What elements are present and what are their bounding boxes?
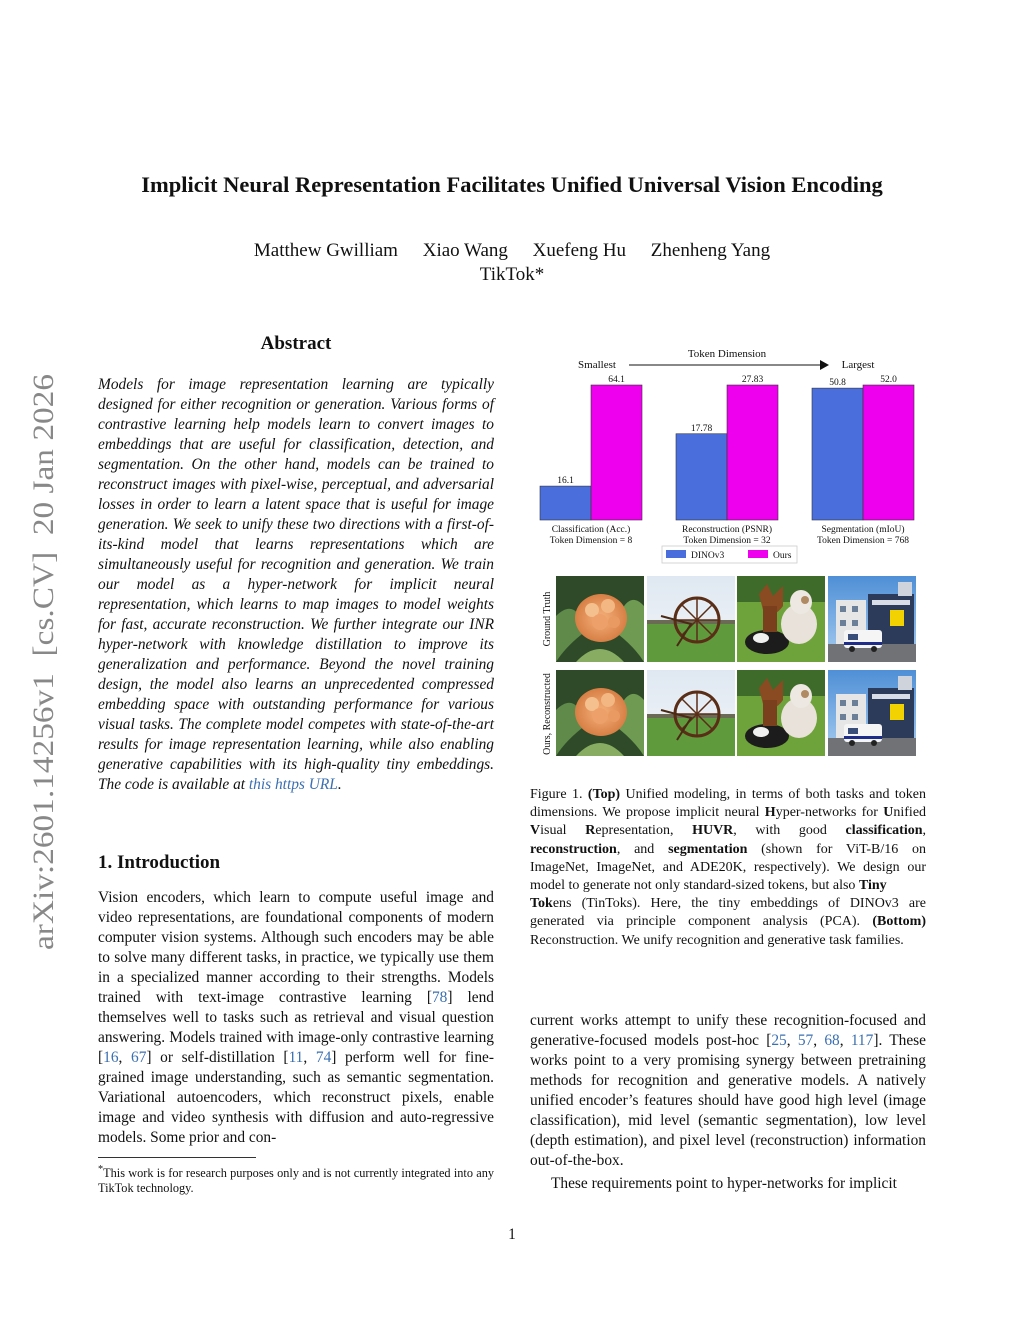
footnote-rule [98,1157,256,1158]
image-cauliflower-ground-truth [556,576,644,662]
image-street-reconstructed [828,670,916,756]
chart-bar [863,385,914,520]
chart-header-title: Token Dimension [687,348,767,360]
chart-legend-swatch [748,550,768,558]
chart-category-label: Reconstruction (PSNR) [682,525,772,535]
chart-category-label: Segmentation (mIoU) [821,525,905,535]
chart-category-sublabel: Token Dimension = 8 [549,536,633,546]
author-name: Zhenheng Yang [650,240,771,261]
caption-bold: classification [845,823,923,839]
caption-text: isual [540,823,567,839]
chart-bar [676,434,727,520]
image-dogs-ground-truth [737,576,825,662]
chart-legend-swatch [666,550,686,558]
intro-text: ] perform well for fine-grained image understanding, such as semantic segmentation. Variational autoencoders, which reconstruct pixels, enable image and video synthesis with diffusion and auto-regressive models. Some prior and con- [98,1049,494,1146]
citation-link[interactable]: 25 [771,1032,787,1049]
caption-text: Reconstruction. We unify recognition and generative task families. [530,932,904,948]
body-paragraph: current works attempt to unify these recognition-focused and generative-focused models post-hoc [25, 57, 68, 117]. These works point to a very promising synergy between pretraining methods for recognition and generative models. A natively unified encoder’s features should have good high level (image classification), mid level (semantic segmentation), low level (depth estimation), and pixel level (reconstruction) information out-of-the-box. [530,1012,927,1169]
image-wheel-reconstructed [647,670,735,756]
chart-bar [812,388,863,520]
chart-legend-label: Ours [773,551,792,561]
chart-value-label: 52.0 [880,375,897,385]
caption-bold: Tiny [858,878,887,894]
caption-text: yper-networks for [775,805,878,821]
footnote [98,1162,494,1196]
body-text: ]. These works point to a very promising synergy between pretraining methods for recognition and generative models. A natively unified encoder’s features should have good high level (image classification), mid level (semantic segmentation), low level (depth estimation), and pixel level (reconstruction) information out-of-the-box. [530,1032,927,1169]
image-cauliflower-reconstructed [556,670,644,756]
figure-bar-chart [530,345,926,567]
page-number: 1 [508,1226,516,1243]
row-label-reconstructed: Ours, Reconstructed [542,673,553,755]
chart-bar [540,486,591,520]
intro-text: ] lend themselves well to tasks such as retrieval and visual question answering. Models trained with image-only contrastive learning [ [98,989,494,1066]
caption-bold: R [585,823,596,839]
abstract-heading: Abstract [260,333,332,354]
caption-text: Unified modeling, in terms of both tasks and token dimensions. We propose implicit neural [530,787,926,821]
chart-category-sublabel: Token Dimension = 32 [683,536,771,546]
author-name: Matthew Gwilliam [253,240,398,261]
footnote-mark: * [98,1164,104,1175]
caption-bold: reconstruction [530,841,617,857]
figure-caption [530,786,926,950]
chart-bar [591,385,642,520]
chart-header-left: Smallest [578,359,616,371]
chart-value-label: 64.1 [608,375,625,385]
author-name: Xuefeng Hu [532,240,627,261]
caption-text: (shown for ViT-B/16 on ImageNet, ImageNet, and ADE20K, respectively). We design our model to generate not only standard-sized tokens, but also [530,841,926,894]
chart-category-label: Classification (Acc.) [551,525,631,535]
chart-header-arrow-head [820,360,829,370]
code-link[interactable]: this https URL [248,776,338,793]
caption-text: ens (TinToks). Here, the tiny embeddings of DINOv3 are generated via principle component analysis (PCA). [530,896,926,930]
chart-legend-label: DINOv3 [691,551,725,561]
intro-text: ] or self-distillation [ [146,1049,289,1066]
chart-value-label: 27.83 [741,375,764,385]
body-text: current works attempt to unify these recognition-focused and generative-focused models post-hoc [ [530,1012,926,1049]
intro-text: , [303,1049,316,1066]
author-name: Xiao Wang [422,240,508,261]
arxiv-side-stamp [10,372,70,952]
caption-text: epresentation, [595,823,674,839]
row-label-ground-truth: Ground Truth [542,591,553,647]
citation-link[interactable]: 78 [431,989,448,1006]
citation-link[interactable]: 16 [103,1049,119,1066]
chart-value-label: 17.78 [690,423,713,434]
caption-top-label: (Top) [587,787,621,802]
abstract-body: Models for image representation learning are typically designed for either recognition or generation. Various forms of contrastive learning help models learn to convert images to embeddings that are useful for classification, detection, and segmentation. On the other hand, models can be trained to reconstruct images with pixel-wise, perceptual, and adversarial losses in order to learn a latent space that is useful for image generation. We seek to unify these two directions with a first-of-its-kind model that learns representations which are simultaneously useful for recognition and generation. We train our model as a hyper-network for implicit neural representation, which learns to map images to model weights for fast, accurate reconstruction. We further integrate our INR hyper-network with knowledge distillation to improve its generalization and performance. Beyond the novel training design, the model also learns an unprecedented compressed embedding space with outstanding performance for various visual tasks. The complete model competes with state-of-the-art results for image representation learning, while also enabling generative capabilities with its high-quality tiny embeddings. The code is available at [98,376,494,793]
abstract-end: . [337,776,342,793]
citation-link[interactable]: 117 [850,1032,874,1049]
caption-text: , [922,823,927,839]
caption-bold: V [530,823,541,839]
citation-link[interactable]: 57 [797,1032,814,1049]
body-paragraph: These requirements point to hyper-networks for implicit [551,1175,897,1192]
caption-prefix: Figure 1. [530,787,583,802]
chart-header-right: Largest [841,359,875,371]
author-list [0,240,1024,262]
image-dogs-reconstructed [737,670,825,756]
caption-text: , and [616,841,655,857]
chart-category-sublabel: Token Dimension = 768 [816,536,910,546]
affiliation: TikTok* [479,264,545,285]
caption-bold: HUVR [692,823,734,839]
image-street-ground-truth [828,576,916,662]
chart-value-label: 50.8 [829,378,846,389]
paper-title: Implicit Neural Representation Facilitates Unified Universal Vision Encoding [141,172,883,197]
intro-text: , [118,1049,132,1066]
footnote-text: This work is for research purposes only and is not currently integrated into any TikTok technology. [98,1166,494,1196]
introduction-paragraph [98,888,494,1148]
figure-reconstruction-grid [530,572,926,762]
citation-link[interactable]: 74 [315,1049,332,1066]
image-wheel-ground-truth [647,576,735,662]
citation-link[interactable]: 68 [824,1032,840,1049]
caption-bold: segmentation [668,841,748,857]
caption-text: nified [893,805,927,821]
citation-link[interactable]: 67 [131,1049,147,1066]
chart-value-label: 16.1 [557,476,574,487]
caption-bold: U [883,805,894,821]
abstract-text [98,375,494,795]
citation-link[interactable]: 11 [288,1049,304,1066]
arxiv-stamp-text: arXiv:2601.14256v1 [cs.CV] 20 Jan 2026 [27,431,60,950]
caption-bold: H [764,805,776,821]
intro-text: Vision encoders, which learn to compute useful image and video representations, are foundational components of modern computer vision systems. Although such encoders may be able to solve many different tasks, in practice, we typically use them in a specialized manner according to their strengths. Models trained with text-image contrastive learning [ [98,889,494,1006]
caption-text: , with good [733,823,827,839]
caption-bottom-label: (Bottom) [872,914,927,930]
chart-bar [727,385,778,520]
caption-bold: Tok [530,896,553,912]
section-heading-introduction: 1. Introduction [98,852,221,873]
